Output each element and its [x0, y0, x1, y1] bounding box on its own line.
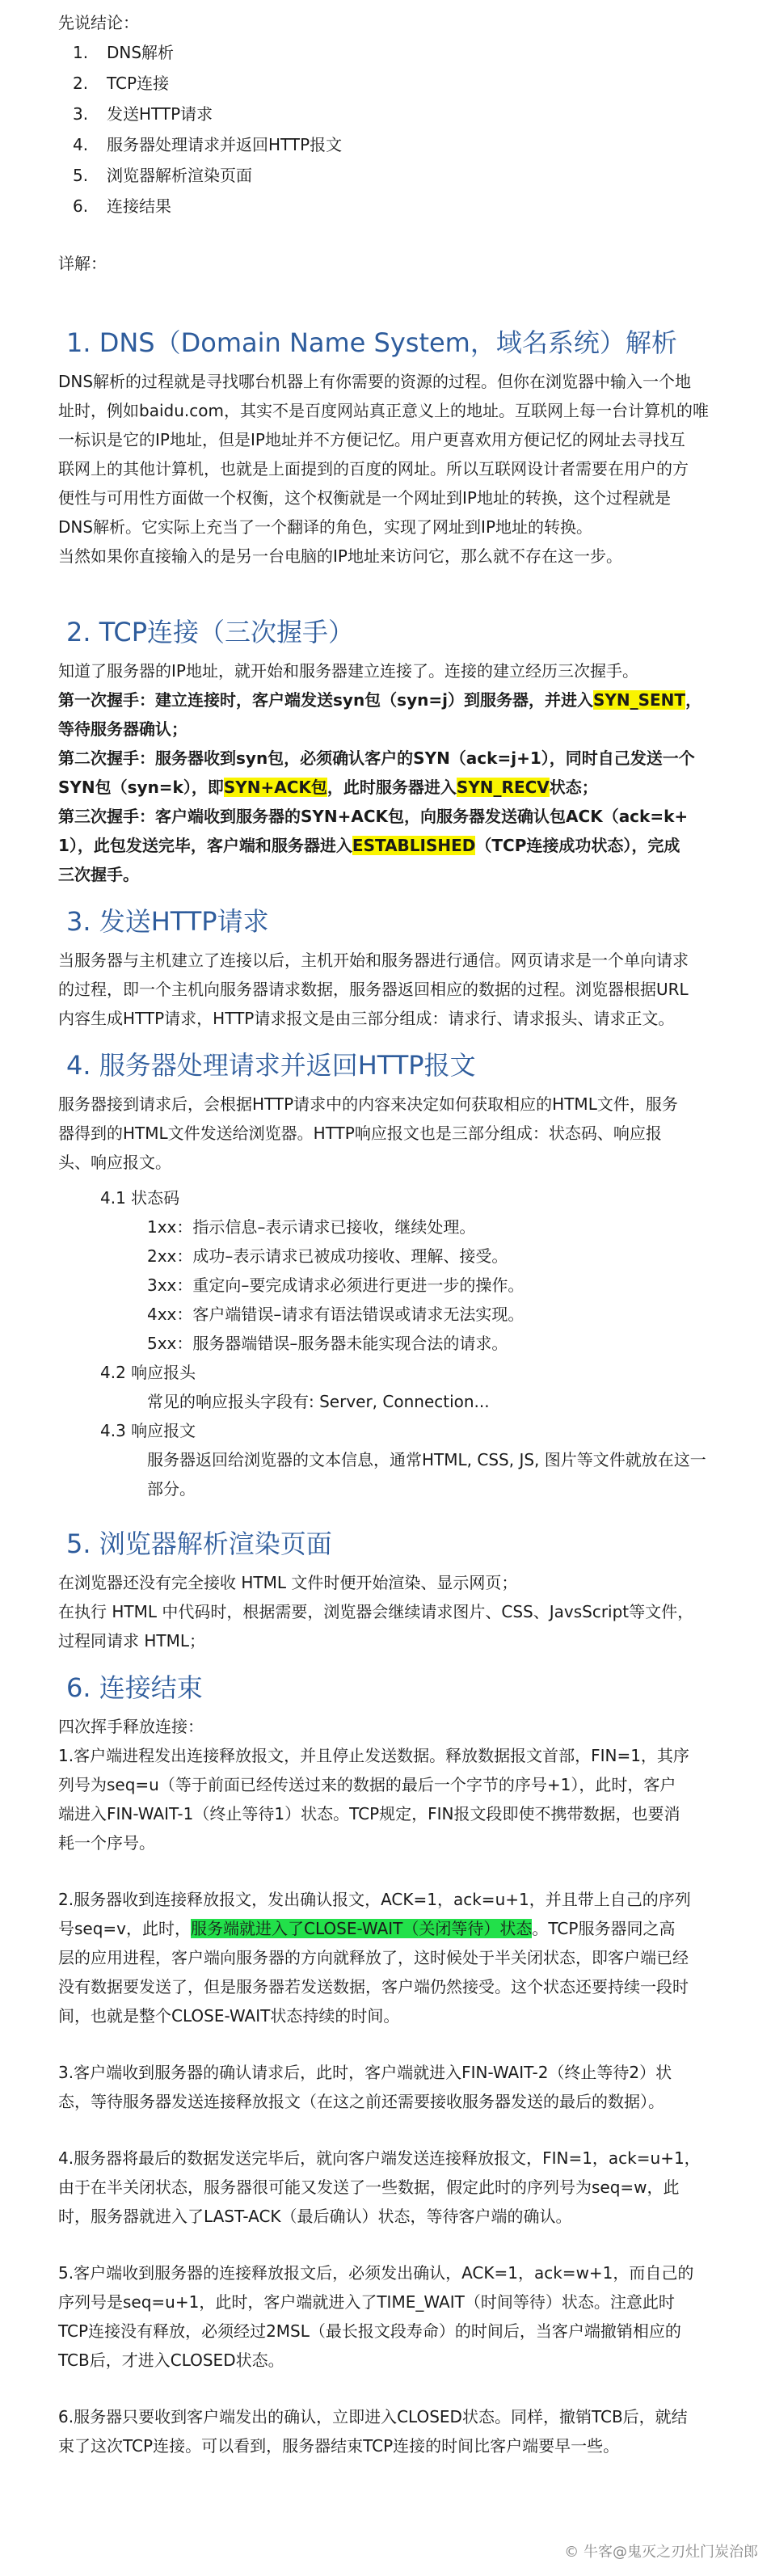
section-5-body — [58, 1568, 739, 1655]
paragraph-line: 知道了服务器的IP地址，就开始和服务器建立连接了。连接的建立经历三次握手。 — [58, 661, 638, 681]
paragraph-line: 号seq=v，此时，服务端就进入了CLOSE-WAIT（关闭等待）状态。TCP服务器同之高 — [58, 1919, 676, 1938]
section-6-body — [58, 1712, 739, 2460]
status-code-line: 2xx：成功–表示请求已被成功接收、理解、接受。 — [147, 1246, 508, 1266]
paragraph-line: 三次握手。 — [58, 865, 139, 884]
paragraph-line: 端进入FIN-WAIT-1（终止等待1）状态。TCP规定，FIN报文段即使不携带数据，也要消 — [58, 1804, 680, 1823]
section-3-body — [58, 946, 739, 1033]
section-6-title: 6. 连接结束 — [66, 1672, 203, 1703]
detail-label: 详解： — [58, 254, 107, 273]
state-highlight: ESTABLISHED — [352, 836, 476, 855]
paragraph-line: 5.客户端收到服务器的连接释放报文后，必须发出确认，ACK=1，ack=w+1，而自己的 — [58, 2263, 694, 2283]
summary-item: 6. 连接结果 — [73, 196, 171, 216]
paragraph-line: 一标识是它的IP地址，但是IP地址并不方便记忆。用户更喜欢用方便记忆的网址去寻找互 — [58, 430, 685, 449]
paragraph-line: TCB后，才进入CLOSED状态。 — [58, 2350, 284, 2370]
paragraph-line: 部分。 — [147, 1479, 196, 1499]
paragraph-line: 态，等待服务器发送连接释放报文（在这之前还需要接收服务器发送的最后的数据）。 — [58, 2092, 664, 2111]
section-2-body — [58, 656, 739, 889]
summary-item: 3. 发送HTTP请求 — [73, 104, 213, 124]
paragraph-line: 耗一个序号。 — [58, 1833, 155, 1853]
paragraph-line: 四次挥手释放连接： — [58, 1717, 204, 1736]
summary-list — [58, 37, 739, 221]
paragraph-line: 头、响应报文。 — [58, 1153, 171, 1172]
paragraph-line: 常见的响应报头字段有: Server, Connection... — [147, 1392, 490, 1411]
subsection-title: 4.3 响应报文 — [100, 1421, 196, 1440]
state-highlight: SYN_RECV — [456, 778, 550, 797]
paragraph-line: 4.服务器将最后的数据发送完毕后，就向客户端发送连接释放报文，FIN=1，ack=u+1， — [58, 2148, 701, 2168]
paragraph-line: DNS解析的过程就是寻找哪台机器上有你需要的资源的过程。但你在浏览器中输入一个地 — [58, 372, 692, 391]
paragraph-line: 1.客户端进程发出连接释放报文，并且停止发送数据。释放数据报文首部，FIN=1，其序 — [58, 1746, 689, 1765]
paragraph-line: 序列号是seq=u+1，此时，客户端就进入了TIME_WAIT（时间等待）状态。注意此时 — [58, 2292, 675, 2312]
paragraph-line: 1），此包发送完毕，客户端和服务器进入ESTABLISHED（TCP连接成功状态），完成 — [58, 836, 680, 855]
paragraph-line: 没有数据要发送了，但是服务器若发送数据，客户端仍然接受。这个状态还要持续一段时 — [58, 1977, 689, 1996]
section-1-title: 1. DNS（Domain Name System，域名系统）解析 — [66, 327, 677, 358]
paragraph-line: 内容生成HTTP请求，HTTP请求报文是由三部分组成：请求行、请求报头、请求正文。 — [58, 1009, 675, 1028]
state-highlight: SYN_SENT — [592, 690, 686, 710]
paragraph-line: 当然如果你直接输入的是另一台电脑的IP地址来访问它，那么就不存在这一步。 — [58, 546, 622, 566]
paragraph-line: 服务器返回给浏览器的文本信息，通常HTML, CSS, JS, 图片等文件就放在这一 — [147, 1450, 706, 1469]
watermark: © 牛客@鬼灭之刃灶门炭治郎 — [564, 2544, 758, 2561]
paragraph-line: 的过程，即一个主机向服务器请求数据，服务器返回相应的数据的过程。浏览器根据URL — [58, 980, 689, 999]
intro-heading: 先说结论： — [58, 13, 139, 32]
section-5-title: 5. 浏览器解析渲染页面 — [66, 1528, 332, 1559]
status-code-line: 4xx：客户端错误–请求有语法错误或请求无法实现。 — [147, 1305, 525, 1324]
paragraph-line: 由于在半关闭状态，服务器很可能又发送了一些数据，假定此时的序列号为seq=w，此 — [58, 2178, 680, 2197]
paragraph-line: 当服务器与主机建立了连接以后，主机开始和服务器进行通信。网页请求是一个单向请求 — [58, 951, 689, 970]
paragraph-line: 3.客户端收到服务器的确认请求后，此时，客户端就进入FIN-WAIT-2（终止等待2）状 — [58, 2063, 672, 2082]
paragraph-line: 6.服务器只要收到客户端发出的确认，立即进入CLOSED状态。同样，撤销TCB后，就结 — [58, 2407, 688, 2426]
paragraph-line: 层的应用进程，客户端向服务器的方向就释放了，这时候处于半关闭状态，即客户端已经 — [58, 1948, 689, 1967]
paragraph-line: 间，也就是整个CLOSE-WAIT状态持续的时间。 — [58, 2006, 400, 2026]
paragraph-line: SYN包（syn=k），即SYN+ACK包，此时服务器进入SYN_RECV状态； — [58, 778, 598, 797]
state-highlight: SYN+ACK包 — [223, 778, 327, 797]
status-code-line: 1xx：指示信息–表示请求已接收，继续处理。 — [147, 1217, 476, 1237]
section-4-body — [58, 1090, 739, 1503]
paragraph-line: 等待服务器确认； — [58, 719, 187, 739]
paragraph-line: 在浏览器还没有完全接收 HTML 文件时便开始渲染、显示网页； — [58, 1573, 518, 1592]
section-3-title: 3. 发送HTTP请求 — [66, 906, 269, 937]
summary-item: 5. 浏览器解析渲染页面 — [73, 166, 252, 185]
paragraph-line: 联网上的其他计算机，也就是上面提到的百度的网址。所以互联网设计者需要在用户的方 — [58, 459, 689, 479]
handshake-1: 第一次握手：建立连接时，客户端发送syn包（syn=j）到服务器，并进入SYN_SENT， — [58, 690, 702, 710]
section-1-body — [58, 367, 739, 571]
paragraph-line: 列号为seq=u（等于前面已经传送过来的数据的最后一个字节的序号+1），此时，客户 — [58, 1775, 676, 1794]
section-2-title: 2. TCP连接（三次握手） — [66, 617, 355, 647]
status-code-line: 3xx：重定向–要完成请求必须进行更进一步的操作。 — [147, 1275, 525, 1295]
paragraph-line: 束了这次TCP连接。可以看到，服务器结束TCP连接的时间比客户端要早一些。 — [58, 2436, 620, 2456]
handshake-3: 第三次握手：客户端收到服务器的SYN+ACK包，向服务器发送确认包ACK（ack=k+ — [58, 807, 689, 826]
summary-item: 2. TCP连接 — [73, 74, 170, 93]
summary-item: 4. 服务器处理请求并返回HTTP报文 — [73, 135, 343, 154]
paragraph-line: DNS解析。它实际上充当了一个翻译的角色，实现了网址到IP地址的转换。 — [58, 517, 593, 537]
paragraph-line: 在执行 HTML 中代码时，根据需要，浏览器会继续请求图片、CSS、JavsScript等文件， — [58, 1602, 694, 1621]
section-4-title: 4. 服务器处理请求并返回HTTP报文 — [66, 1050, 476, 1081]
state-highlight: 服务端就进入了CLOSE-WAIT（关闭等待）状态 — [191, 1919, 533, 1938]
paragraph-line: 便性与可用性方面做一个权衡，这个权衡就是一个网址到IP地址的转换，这个过程就是 — [58, 488, 671, 508]
subsection-title: 4.2 响应报头 — [100, 1363, 196, 1382]
handshake-2: 第二次握手：服务器收到syn包，必须确认客户的SYN（ack=j+1），同时自己发送一个 — [58, 748, 695, 768]
paragraph-line: TCP连接没有释放，必须经过2MSL（最长报文段寿命）的时间后，当客户端撤销相应的 — [58, 2321, 681, 2341]
paragraph-line: 址时，例如baidu.com，其实不是百度网站真正意义上的地址。互联网上每一台计算机的唯 — [58, 401, 709, 420]
paragraph-line: 服务器接到请求后，会根据HTTP请求中的内容来决定如何获取相应的HTML文件，服务 — [58, 1094, 678, 1114]
summary-item: 1. DNS解析 — [73, 43, 175, 62]
subsection-title: 4.1 状态码 — [100, 1188, 180, 1208]
paragraph-line: 时，服务器就进入了LAST-ACK（最后确认）状态，等待客户端的确认。 — [58, 2207, 572, 2226]
paragraph-line: 2.服务器收到连接释放报文，发出确认报文，ACK=1，ack=u+1，并且带上自己的序列 — [58, 1890, 691, 1909]
status-code-line: 5xx：服务器端错误–服务器未能实现合法的请求。 — [147, 1334, 508, 1353]
paragraph-line: 器得到的HTML文件发送给浏览器。HTTP响应报文也是三部分组成：状态码、响应报 — [58, 1124, 662, 1143]
paragraph-line: 过程同请求 HTML； — [58, 1631, 206, 1651]
